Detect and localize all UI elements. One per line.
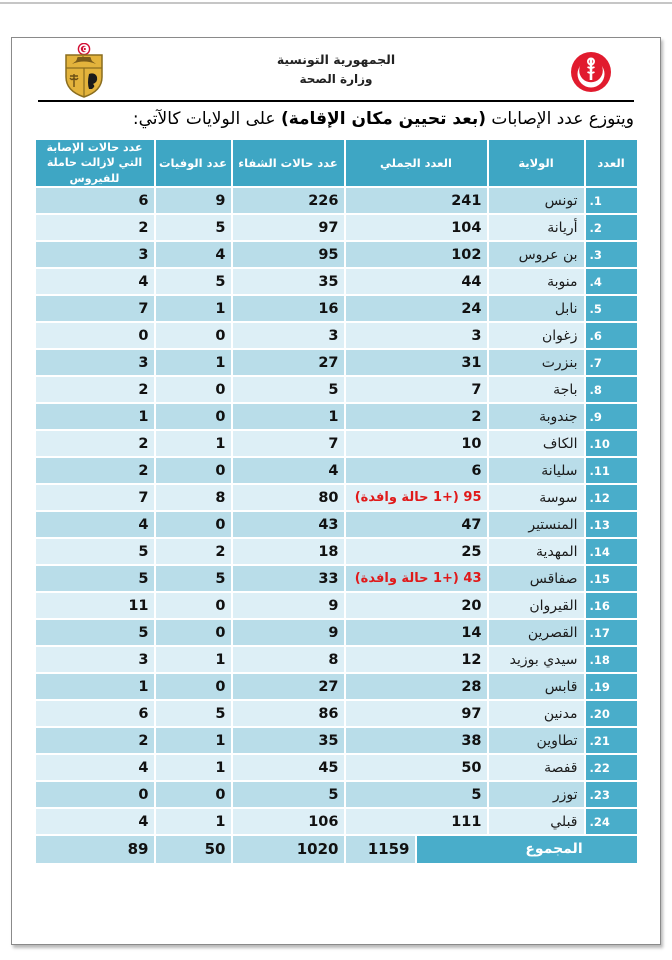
deaths-cell: 0 [156,620,231,645]
total-cases-cell: 44 [346,269,487,294]
deaths-cell: 9 [156,188,231,213]
col-header-governorate: الولاية [489,140,584,186]
top-divider [0,2,672,4]
total-cases-cell: 104 [346,215,487,240]
recovered-cases-cell: 27 [233,674,344,699]
governorate-cell: باجة [489,377,584,402]
intro-title-bold: (بعد تحيين مكان الإقامة) [280,109,486,129]
letterhead [12,38,660,100]
governorate-cell: مدنين [489,701,584,726]
totals-total-cases: 1159 [346,836,415,863]
row-index-cell: 17. [586,620,637,645]
row-index-cell: 8. [586,377,637,402]
table-row [36,593,637,618]
col-header-recovered: عدد حالات الشفاء [233,140,344,186]
table-row [36,728,637,753]
table-row [36,215,637,240]
deaths-cell: 1 [156,350,231,375]
table-row [36,782,637,807]
active-cases-cell: 2 [36,458,154,483]
table-row [36,296,637,321]
total-cases-cell: 3 [346,323,487,348]
governorate-cell: قفصة [489,755,584,780]
governorate-cell: سوسة [489,485,584,510]
active-cases-cell: 5 [36,566,154,591]
total-cases-cell: 31 [346,350,487,375]
governorate-cell: الكاف [489,431,584,456]
table-row [36,404,637,429]
table-row [36,485,637,510]
table-row [36,674,637,699]
recovered-cases-cell: 9 [233,593,344,618]
recovered-cases-cell: 16 [233,296,344,321]
ministry-of-health-logo-icon [568,49,614,99]
row-index-cell: 24. [586,809,637,834]
active-cases-cell: 2 [36,215,154,240]
row-index-cell: 1. [586,188,637,213]
row-index-cell: 19. [586,674,637,699]
governorate-cell: صفاقس [489,566,584,591]
recovered-cases-cell: 226 [233,188,344,213]
row-index-cell: 10. [586,431,637,456]
row-index-cell: 22. [586,755,637,780]
col-header-total: العدد الجملي [346,140,487,186]
table-row [36,269,637,294]
table-row [36,647,637,672]
intro-title-pre: ويتوزع عدد الإصابات [485,109,634,129]
table-row [36,242,637,267]
active-cases-cell: 4 [36,755,154,780]
row-index-cell: 20. [586,701,637,726]
ministry-name: وزارة الصحة [299,72,373,86]
table-row [36,566,637,591]
total-cases-cell: 2 [346,404,487,429]
deaths-cell: 1 [156,755,231,780]
deaths-cell: 1 [156,647,231,672]
total-cases-cell: 7 [346,377,487,402]
row-index-cell: 3. [586,242,637,267]
active-cases-cell: 2 [36,377,154,402]
active-cases-cell: 5 [36,620,154,645]
governorate-cell: قابس [489,674,584,699]
row-index-cell: 15. [586,566,637,591]
country-name: الجمهورية التونسية [276,52,396,67]
recovered-cases-cell: 8 [233,647,344,672]
active-cases-cell: 4 [36,809,154,834]
recovered-cases-cell: 95 [233,242,344,267]
row-index-cell: 7. [586,350,637,375]
recovered-cases-cell: 3 [233,323,344,348]
table-row [36,323,637,348]
active-cases-cell: 0 [36,782,154,807]
active-cases-cell: 3 [36,350,154,375]
governorate-cell: نابل [489,296,584,321]
table-row [36,377,637,402]
deaths-cell: 1 [156,431,231,456]
deaths-cell: 0 [156,512,231,537]
total-cases-cell: 14 [346,620,487,645]
recovered-cases-cell: 35 [233,728,344,753]
totals-deaths: 50 [156,836,231,863]
active-cases-cell: 4 [36,512,154,537]
active-cases-cell: 6 [36,188,154,213]
row-index-cell: 16. [586,593,637,618]
governorate-cell: قبلي [489,809,584,834]
recovered-cases-cell: 9 [233,620,344,645]
deaths-cell: 0 [156,674,231,699]
total-cases-cell: 5 [346,782,487,807]
governorate-cell: المنستير [489,512,584,537]
row-index-cell: 21. [586,728,637,753]
active-cases-cell: 11 [36,593,154,618]
governorate-cell: تطاوين [489,728,584,753]
document-page [11,37,661,945]
governorate-cell: سيدي بوزيد [489,647,584,672]
table-body [36,188,637,834]
row-index-cell: 9. [586,404,637,429]
total-cases-cell: 20 [346,593,487,618]
recovered-cases-cell: 5 [233,782,344,807]
total-cases-cell: 25 [346,539,487,564]
recovered-cases-cell: 7 [233,431,344,456]
total-cases-cell: 10 [346,431,487,456]
table-row [36,188,637,213]
row-index-cell: 2. [586,215,637,240]
deaths-cell: 0 [156,593,231,618]
row-index-cell: 4. [586,269,637,294]
active-cases-cell: 3 [36,242,154,267]
governorate-cell: القصرين [489,620,584,645]
deaths-cell: 5 [156,269,231,294]
letterhead-text [12,50,660,88]
row-index-cell: 23. [586,782,637,807]
totals-row [34,836,639,863]
total-cases-cell: 24 [346,296,487,321]
active-cases-cell: 6 [36,701,154,726]
total-cases-cell: 47 [346,512,487,537]
deaths-cell: 0 [156,782,231,807]
governorate-cell: توزر [489,782,584,807]
governorate-cell: تونس [489,188,584,213]
total-cases-cell: 95 (+1 حالة وافدة) [346,485,487,510]
governorate-cell: بنزرت [489,350,584,375]
table-row [36,350,637,375]
table-row [36,512,637,537]
total-cases-cell: 6 [346,458,487,483]
row-index-cell: 11. [586,458,637,483]
governorate-cell: سليانة [489,458,584,483]
recovered-cases-cell: 97 [233,215,344,240]
active-cases-cell: 2 [36,728,154,753]
total-cases-cell: 38 [346,728,487,753]
totals-active: 89 [36,836,154,863]
deaths-cell: 0 [156,458,231,483]
deaths-cell: 5 [156,215,231,240]
recovered-cases-cell: 4 [233,458,344,483]
deaths-cell: 1 [156,809,231,834]
recovered-cases-cell: 1 [233,404,344,429]
recovered-cases-cell: 106 [233,809,344,834]
table-row [36,809,637,834]
deaths-cell: 1 [156,296,231,321]
deaths-cell: 4 [156,242,231,267]
deaths-cell: 2 [156,539,231,564]
governorate-cell: بن عروس [489,242,584,267]
table-row [36,701,637,726]
total-cases-cell: 241 [346,188,487,213]
recovered-cases-cell: 45 [233,755,344,780]
active-cases-cell: 7 [36,485,154,510]
row-index-cell: 5. [586,296,637,321]
active-cases-cell: 1 [36,674,154,699]
active-cases-cell: 5 [36,539,154,564]
row-index-cell: 13. [586,512,637,537]
col-header-active: عدد حالات الإصابة التي لازالت حاملة للفيروس [36,140,154,186]
active-cases-cell: 2 [36,431,154,456]
governorate-cell: جندوبة [489,404,584,429]
active-cases-cell: 3 [36,647,154,672]
recovered-cases-cell: 35 [233,269,344,294]
total-cases-cell: 12 [346,647,487,672]
table-row [36,458,637,483]
deaths-cell: 5 [156,701,231,726]
col-header-deaths: عدد الوفيات [156,140,231,186]
row-index-cell: 14. [586,539,637,564]
intro-title [38,109,634,129]
deaths-cell: 1 [156,728,231,753]
recovered-cases-cell: 5 [233,377,344,402]
totals-recovered: 1020 [233,836,344,863]
recovered-cases-cell: 86 [233,701,344,726]
deaths-cell: 8 [156,485,231,510]
active-cases-cell: 1 [36,404,154,429]
deaths-cell: 5 [156,566,231,591]
total-cases-cell: 43 (+1 حالة وافدة) [346,566,487,591]
active-cases-cell: 4 [36,269,154,294]
totals-label: المجموع [417,836,637,863]
total-cases-cell: 102 [346,242,487,267]
row-index-cell: 12. [586,485,637,510]
table-header-row [36,140,637,186]
table-row [36,620,637,645]
deaths-cell: 0 [156,377,231,402]
governorate-cell: زغوان [489,323,584,348]
recovered-cases-cell: 80 [233,485,344,510]
deaths-cell: 0 [156,404,231,429]
recovered-cases-cell: 18 [233,539,344,564]
governorate-cell: القيروان [489,593,584,618]
recovered-cases-cell: 27 [233,350,344,375]
total-cases-cell: 28 [346,674,487,699]
governorate-cell: المهدية [489,539,584,564]
active-cases-cell: 0 [36,323,154,348]
total-cases-cell: 50 [346,755,487,780]
header-divider [38,100,634,102]
table-row [36,431,637,456]
active-cases-cell: 7 [36,296,154,321]
total-cases-cell: 97 [346,701,487,726]
recovered-cases-cell: 33 [233,566,344,591]
deaths-cell: 0 [156,323,231,348]
recovered-cases-cell: 43 [233,512,344,537]
governorate-cell: منوبة [489,269,584,294]
row-index-cell: 6. [586,323,637,348]
cases-by-governorate-table [34,138,639,836]
table-row [36,539,637,564]
table-row [36,755,637,780]
intro-title-post: على الولايات كالآتي: [132,109,281,129]
row-index-cell: 18. [586,647,637,672]
governorate-cell: أريانة [489,215,584,240]
total-cases-cell: 111 [346,809,487,834]
col-header-index: العدد [586,140,637,186]
